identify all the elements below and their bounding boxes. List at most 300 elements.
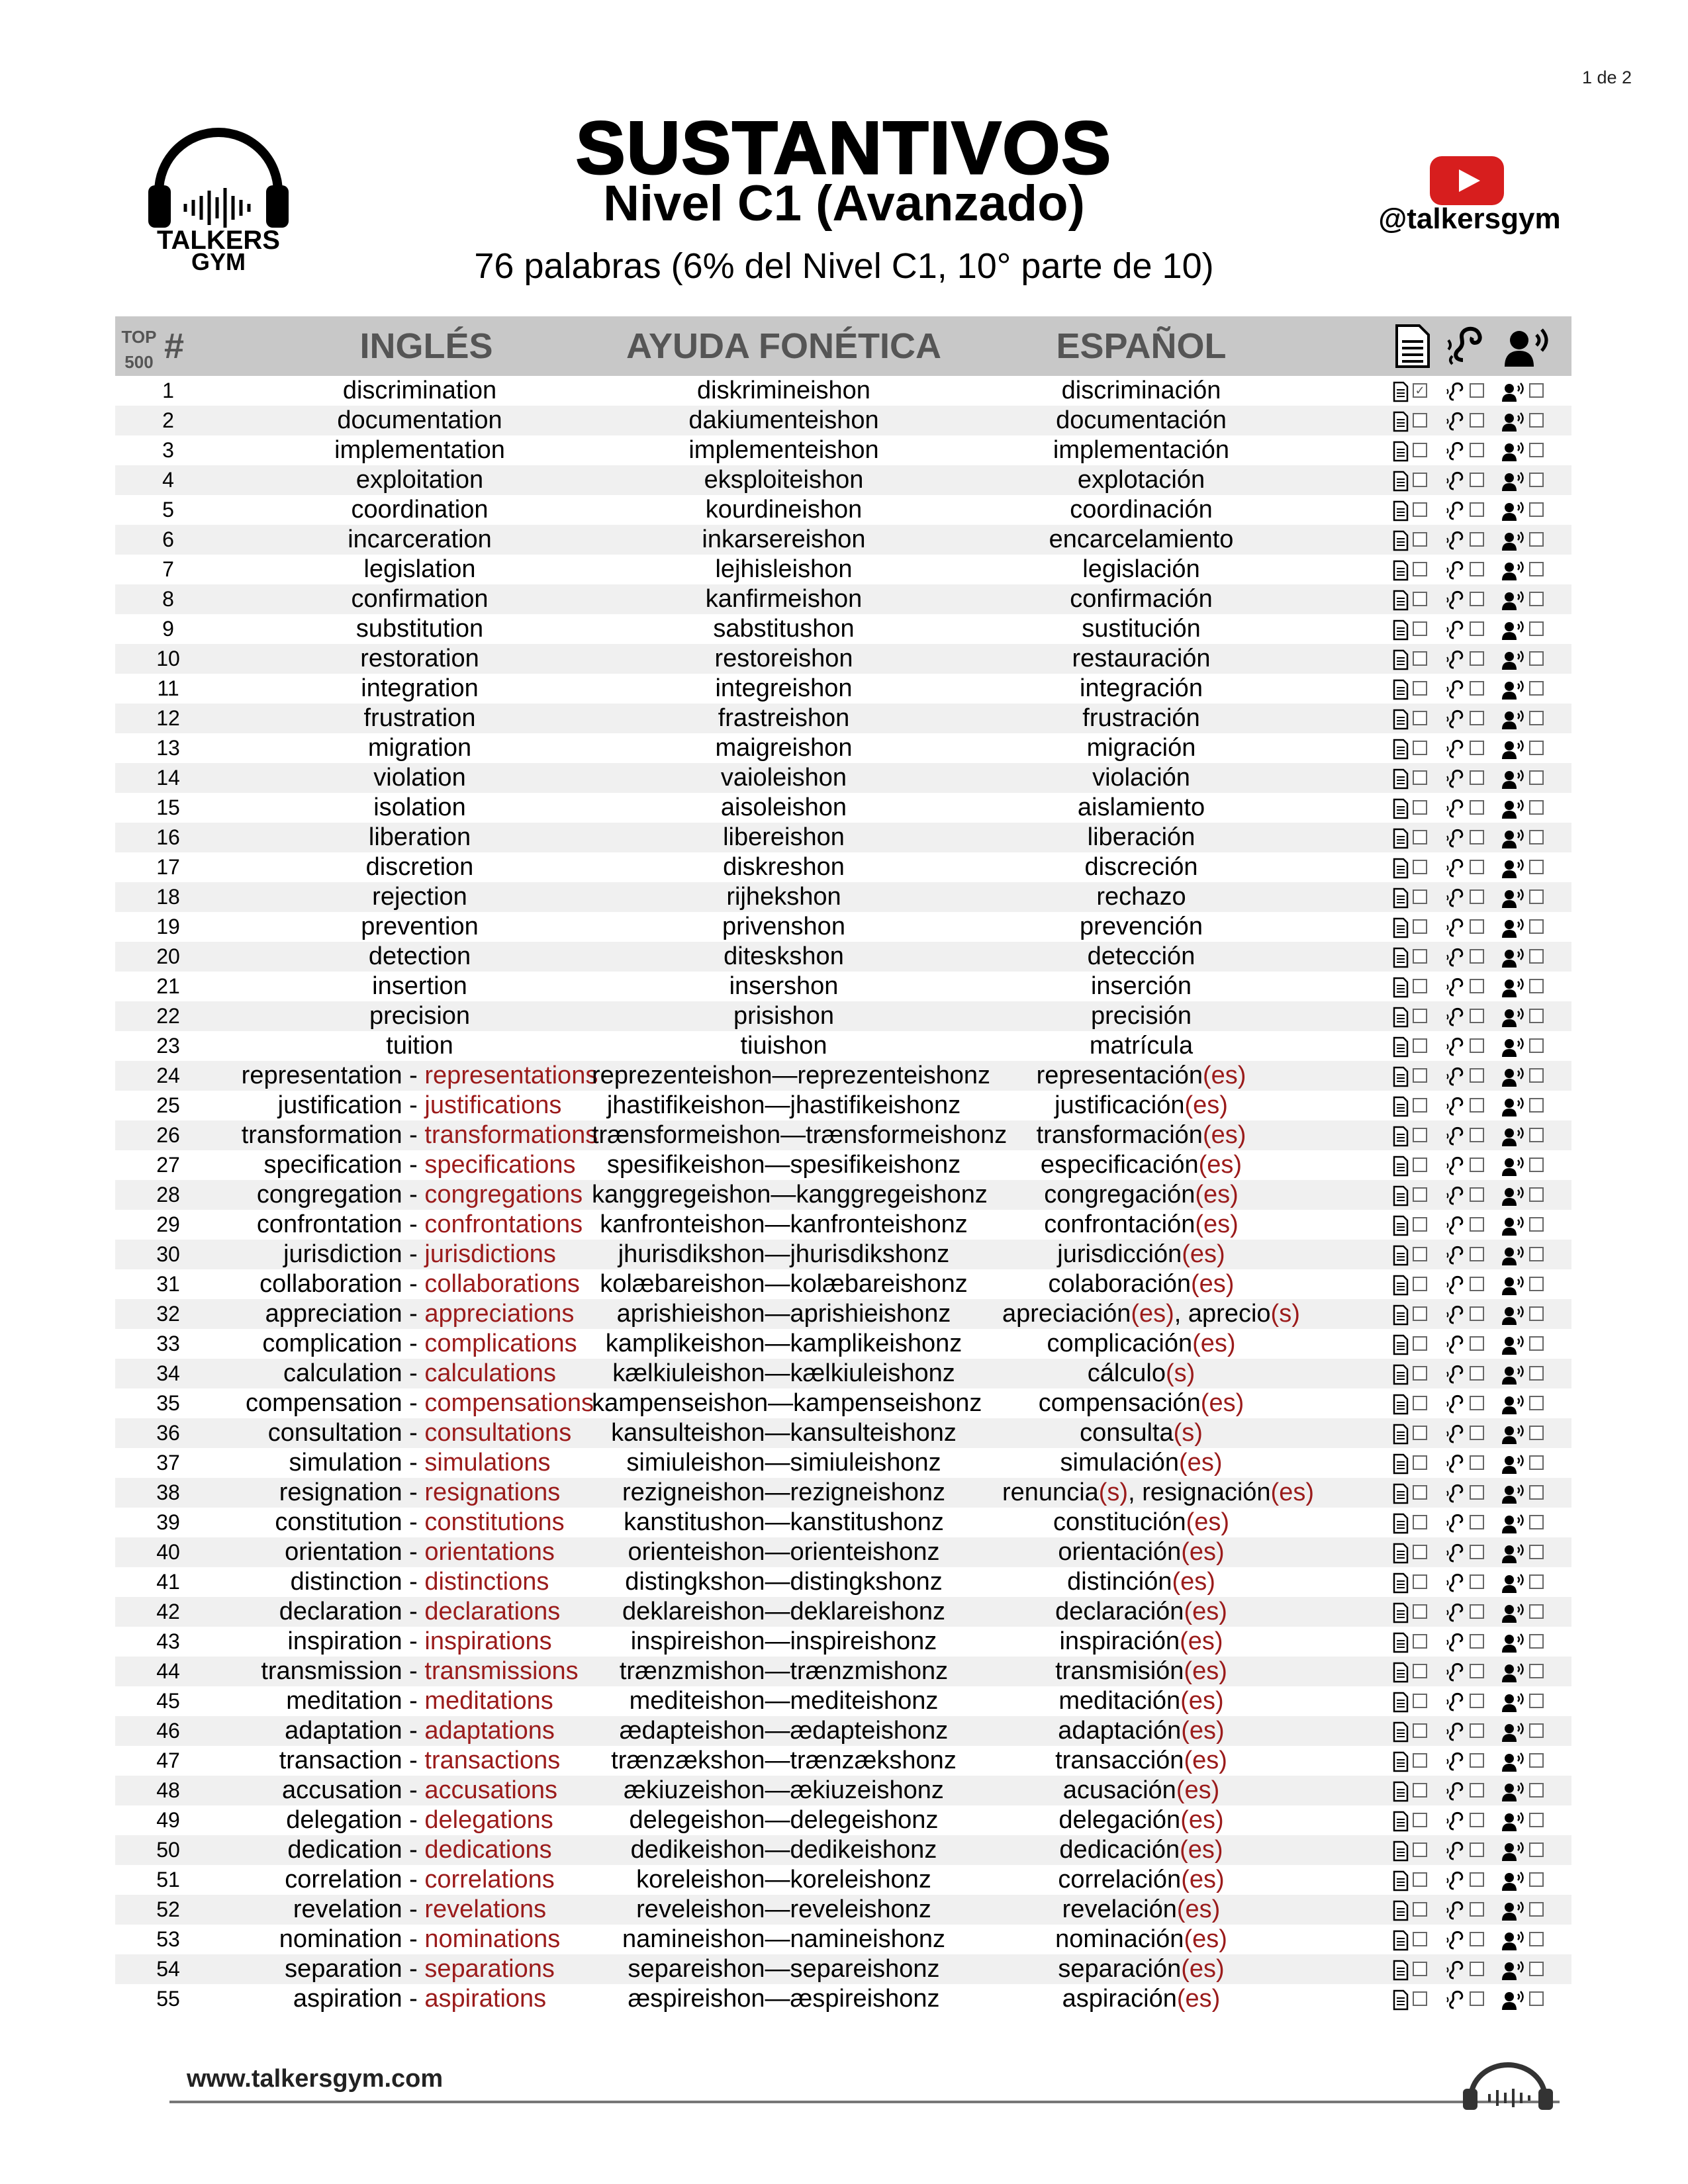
- listening-icon: [1446, 323, 1492, 369]
- english-plural: nominations: [424, 1925, 561, 1953]
- speak-checkbox[interactable]: [1529, 1843, 1544, 1857]
- phonetic-help: libereishon: [723, 823, 845, 851]
- spanish-word: [1002, 1031, 1280, 1061]
- read-checkbox[interactable]: [1413, 1545, 1427, 1559]
- speak-checkbox[interactable]: [1529, 1872, 1544, 1887]
- read-checkbox[interactable]: [1413, 1187, 1427, 1202]
- spanish-word: [1002, 882, 1280, 912]
- separator: -: [402, 1598, 425, 1625]
- spanish-word-text: encarcelamiento: [1049, 525, 1234, 553]
- english-word: [208, 1418, 632, 1448]
- read-checkbox[interactable]: [1413, 1277, 1427, 1291]
- row-number: 32: [156, 1302, 180, 1326]
- listen-checkbox[interactable]: [1470, 413, 1484, 428]
- read-checkbox[interactable]: [1413, 1038, 1427, 1053]
- english-word: [208, 1091, 632, 1120]
- listen-checkbox[interactable]: [1470, 1574, 1484, 1589]
- listen-checkbox[interactable]: [1470, 711, 1484, 725]
- table-row: [115, 1448, 1571, 1478]
- listen-checkbox[interactable]: [1470, 800, 1484, 815]
- listen-checkbox[interactable]: [1470, 889, 1484, 904]
- english-word: [208, 1001, 632, 1031]
- speak-checkbox[interactable]: [1529, 562, 1544, 576]
- spanish-word: [1002, 1180, 1280, 1210]
- speak-checkbox[interactable]: [1529, 1813, 1544, 1827]
- speak-checkbox[interactable]: [1529, 860, 1544, 874]
- english-word: [208, 1686, 632, 1716]
- listen-checkbox[interactable]: [1470, 1723, 1484, 1738]
- spanish-word: [1002, 495, 1280, 525]
- separator: -: [402, 1538, 425, 1566]
- speak-checkbox[interactable]: [1529, 889, 1544, 904]
- listen-checkbox[interactable]: [1470, 1009, 1484, 1023]
- listen-checkbox[interactable]: [1470, 830, 1484, 844]
- read-checkbox[interactable]: [1413, 1515, 1427, 1529]
- speak-checkbox[interactable]: [1529, 1038, 1544, 1053]
- speak-checkbox[interactable]: [1529, 621, 1544, 636]
- spanish-word: [1002, 1329, 1280, 1359]
- read-checkbox[interactable]: [1413, 979, 1427, 993]
- read-checkbox[interactable]: [1413, 562, 1427, 576]
- listen-checkbox[interactable]: [1470, 1366, 1484, 1381]
- listen-checkbox[interactable]: [1470, 1128, 1484, 1142]
- english-word: [208, 1150, 632, 1180]
- spanish-plural-suffix: (es): [1184, 1091, 1228, 1119]
- english-word: [208, 1746, 632, 1776]
- spanish-word-text: discriminación: [1061, 377, 1221, 404]
- spanish-plural-suffix: (es): [1192, 1330, 1236, 1357]
- spanish-word: [1002, 1299, 1300, 1329]
- speak-checkbox[interactable]: [1529, 1753, 1544, 1768]
- row-number: 22: [156, 1004, 180, 1028]
- listen-checkbox[interactable]: [1470, 1426, 1484, 1440]
- read-checkbox[interactable]: [1413, 532, 1427, 547]
- english-singular: orientation: [285, 1538, 402, 1566]
- speak-checkbox[interactable]: [1529, 770, 1544, 785]
- phonetic-help: sabstitushon: [713, 615, 855, 643]
- spanish-word-text: migración: [1086, 734, 1196, 762]
- spanish-word-text: violación: [1092, 764, 1190, 792]
- read-checkbox[interactable]: [1413, 1396, 1427, 1410]
- speak-checkbox[interactable]: [1529, 919, 1544, 934]
- listen-checkbox[interactable]: [1470, 502, 1484, 517]
- table-row: [115, 1388, 1571, 1418]
- read-checkbox[interactable]: [1413, 621, 1427, 636]
- read-checkbox[interactable]: [1413, 1813, 1427, 1827]
- table-row: [115, 882, 1571, 912]
- spanish-word: [1002, 1597, 1280, 1627]
- table-row: [115, 852, 1571, 882]
- spanish-word-text: confrontación: [1044, 1210, 1196, 1238]
- read-checkbox[interactable]: [1413, 770, 1427, 785]
- speak-checkbox[interactable]: [1529, 1128, 1544, 1142]
- listen-checkbox[interactable]: [1470, 1098, 1484, 1113]
- separator: -: [402, 1568, 425, 1596]
- listen-checkbox[interactable]: [1470, 1694, 1484, 1708]
- listen-checkbox[interactable]: [1470, 1604, 1484, 1619]
- speak-checkbox[interactable]: [1529, 473, 1544, 487]
- phonetic-help: ækiuzeishon—ækiuzeishonz: [624, 1776, 944, 1804]
- speak-checkbox[interactable]: [1529, 1694, 1544, 1708]
- listen-checkbox[interactable]: [1470, 532, 1484, 547]
- read-checkbox[interactable]: [1413, 830, 1427, 844]
- listen-checkbox[interactable]: [1470, 1932, 1484, 1946]
- phonetic-help: ædapteishon—ædapteishonz: [619, 1717, 949, 1745]
- speak-checkbox[interactable]: [1529, 443, 1544, 457]
- read-checkbox[interactable]: [1413, 1604, 1427, 1619]
- english-plural: congregations: [424, 1181, 583, 1208]
- listen-checkbox[interactable]: [1470, 1277, 1484, 1291]
- spanish-plural-suffix: (s): [1173, 1419, 1203, 1447]
- listen-checkbox[interactable]: [1470, 1843, 1484, 1857]
- english-word: [208, 674, 632, 704]
- spanish-plural-suffix: (es): [1172, 1568, 1215, 1596]
- spanish-word-text: cálculo: [1087, 1359, 1166, 1387]
- speak-checkbox[interactable]: [1529, 1009, 1544, 1023]
- read-checkbox[interactable]: [1413, 413, 1427, 428]
- listen-checkbox[interactable]: [1470, 621, 1484, 636]
- english-plural: specifications: [424, 1151, 576, 1179]
- read-checkbox[interactable]: [1413, 1128, 1427, 1142]
- read-checkbox[interactable]: [1413, 1217, 1427, 1232]
- phonetic-help: aisoleishon: [720, 794, 847, 821]
- read-checkbox[interactable]: [1413, 860, 1427, 874]
- read-checkbox[interactable]: [1413, 1932, 1427, 1946]
- table-row: [115, 1835, 1571, 1865]
- read-checkbox[interactable]: [1413, 1098, 1427, 1113]
- phonetic-help: reveleishon—reveleishonz: [636, 1895, 931, 1923]
- speak-checkbox[interactable]: [1529, 1187, 1544, 1202]
- english-singular: documentation: [337, 406, 502, 434]
- spanish-word: [1002, 1805, 1280, 1835]
- read-checkbox[interactable]: [1413, 1366, 1427, 1381]
- english-singular: insertion: [372, 972, 467, 1000]
- listen-checkbox[interactable]: [1470, 1872, 1484, 1887]
- spanish-word-text: revelación: [1062, 1895, 1177, 1923]
- speak-checkbox[interactable]: [1529, 949, 1544, 964]
- read-checkbox[interactable]: [1413, 741, 1427, 755]
- row-number: 25: [156, 1093, 180, 1117]
- speak-checkbox[interactable]: [1529, 532, 1544, 547]
- spanish-word: [1002, 584, 1280, 614]
- listen-checkbox[interactable]: [1470, 1962, 1484, 1976]
- read-checkbox[interactable]: [1413, 1962, 1427, 1976]
- read-checkbox[interactable]: [1413, 919, 1427, 934]
- spanish-word: [1002, 704, 1280, 733]
- speak-checkbox[interactable]: [1529, 383, 1544, 398]
- table-row: [115, 823, 1571, 852]
- spanish-word: [1002, 1120, 1280, 1150]
- row-number: 43: [156, 1629, 180, 1653]
- listen-checkbox[interactable]: [1470, 1813, 1484, 1827]
- listen-checkbox[interactable]: [1470, 1068, 1484, 1083]
- speak-checkbox[interactable]: [1529, 1217, 1544, 1232]
- listen-checkbox[interactable]: [1470, 1336, 1484, 1351]
- spanish-word-text: complicación: [1047, 1330, 1193, 1357]
- spanish-plural-suffix: (es): [1195, 1210, 1239, 1238]
- listen-checkbox[interactable]: [1470, 1545, 1484, 1559]
- spanish-word-text: legislación: [1082, 555, 1200, 583]
- listen-checkbox[interactable]: [1470, 651, 1484, 666]
- spanish-word-text: documentación: [1056, 406, 1227, 434]
- speak-checkbox[interactable]: [1529, 1396, 1544, 1410]
- read-checkbox[interactable]: [1413, 1247, 1427, 1261]
- phonetic-help: inkarsereishon: [702, 525, 866, 553]
- speak-checkbox[interactable]: [1529, 1783, 1544, 1797]
- listen-checkbox[interactable]: [1470, 1515, 1484, 1529]
- spanish-plural-suffix: (es): [1179, 1449, 1223, 1477]
- speak-checkbox[interactable]: [1529, 1932, 1544, 1946]
- phonetic-help: simiuleishon—simiuleishonz: [626, 1449, 941, 1477]
- speak-checkbox[interactable]: [1529, 1068, 1544, 1083]
- speak-checkbox[interactable]: [1529, 1991, 1544, 2006]
- speak-checkbox[interactable]: [1529, 800, 1544, 815]
- phonetic-help: distingkshon—distingkshonz: [625, 1568, 943, 1596]
- spanish-word: [1002, 912, 1280, 942]
- listen-checkbox[interactable]: [1470, 1187, 1484, 1202]
- listen-checkbox[interactable]: [1470, 1396, 1484, 1410]
- speak-checkbox[interactable]: [1529, 1664, 1544, 1678]
- row-number: 29: [156, 1212, 180, 1236]
- spanish-word-text: separación: [1058, 1955, 1182, 1983]
- speak-checkbox[interactable]: [1529, 1574, 1544, 1589]
- english-word: [208, 406, 632, 435]
- read-checkbox[interactable]: [1413, 1485, 1427, 1500]
- listen-checkbox[interactable]: [1470, 1038, 1484, 1053]
- read-checkbox[interactable]: [1413, 1336, 1427, 1351]
- read-checkbox[interactable]: [1413, 473, 1427, 487]
- english-word: [208, 1478, 632, 1508]
- social-handle[interactable]: @talkersgym: [1378, 203, 1561, 235]
- phonetic-help: kourdineishon: [705, 496, 863, 523]
- english-word: [208, 1805, 632, 1835]
- read-checkbox[interactable]: [1413, 1843, 1427, 1857]
- separator: -: [402, 1866, 425, 1893]
- spanish-plural-suffix: (es): [1186, 1508, 1230, 1536]
- spanish-word: [1002, 555, 1280, 584]
- listen-checkbox[interactable]: [1470, 1455, 1484, 1470]
- english-word: [208, 1508, 632, 1537]
- english-word: [208, 525, 632, 555]
- speak-checkbox[interactable]: [1529, 830, 1544, 844]
- read-checkbox[interactable]: [1413, 1872, 1427, 1887]
- speak-checkbox[interactable]: [1529, 1366, 1544, 1381]
- row-number: 50: [156, 1838, 180, 1862]
- listening-icon: [1446, 1988, 1466, 2018]
- spanish-plural-suffix: (es): [1195, 1181, 1239, 1208]
- read-checkbox[interactable]: [1413, 711, 1427, 725]
- row-number: 33: [156, 1332, 180, 1355]
- speak-checkbox[interactable]: [1529, 1098, 1544, 1113]
- listen-checkbox[interactable]: [1470, 1634, 1484, 1649]
- read-checkbox[interactable]: [1413, 889, 1427, 904]
- listen-checkbox[interactable]: [1470, 1247, 1484, 1261]
- listen-checkbox[interactable]: [1470, 1306, 1484, 1321]
- english-plural: confrontations: [424, 1210, 583, 1238]
- english-word: [208, 1031, 632, 1061]
- listen-checkbox[interactable]: [1470, 473, 1484, 487]
- read-checkbox[interactable]: [1413, 1068, 1427, 1083]
- speak-checkbox[interactable]: [1529, 681, 1544, 696]
- speak-checkbox[interactable]: [1529, 1545, 1544, 1559]
- spanish-word-text: detección: [1087, 942, 1196, 970]
- speak-checkbox[interactable]: [1529, 1455, 1544, 1470]
- speak-checkbox[interactable]: [1529, 1515, 1544, 1529]
- phonetic-help: trænzækshon—trænzækshonz: [611, 1747, 957, 1774]
- speak-checkbox[interactable]: [1529, 1634, 1544, 1649]
- row-number: 39: [156, 1510, 180, 1534]
- read-checkbox[interactable]: [1413, 949, 1427, 964]
- english-singular: declaration: [279, 1598, 402, 1625]
- speak-checkbox[interactable]: [1529, 979, 1544, 993]
- row-number: 36: [156, 1421, 180, 1445]
- phonetic-help: separeishon—separeishonz: [628, 1955, 940, 1983]
- read-checkbox[interactable]: [1413, 1306, 1427, 1321]
- english-singular: tuition: [386, 1032, 453, 1060]
- english-word: [208, 1537, 632, 1567]
- read-checkbox[interactable]: ✓: [1413, 383, 1427, 398]
- spanish-word-text: renuncia: [1002, 1479, 1099, 1506]
- phonetic-help: jhastifikeishon—jhastifikeishonz: [606, 1091, 961, 1119]
- read-checkbox[interactable]: [1413, 502, 1427, 517]
- spanish-word-text: jurisdicción: [1057, 1240, 1182, 1268]
- listen-checkbox[interactable]: [1470, 681, 1484, 696]
- spanish-word-text: colaboración: [1048, 1270, 1192, 1298]
- table-row: [115, 1329, 1571, 1359]
- speak-checkbox[interactable]: [1529, 1247, 1544, 1261]
- english-word: [208, 1776, 632, 1805]
- listen-checkbox[interactable]: [1470, 1753, 1484, 1768]
- english-word: [208, 1240, 632, 1269]
- row-number: 31: [156, 1272, 180, 1296]
- listen-checkbox[interactable]: [1470, 1783, 1484, 1797]
- read-checkbox[interactable]: [1413, 1574, 1427, 1589]
- spanish-word-text: acusación: [1062, 1776, 1176, 1804]
- spanish-word: [1002, 1567, 1280, 1597]
- table-row: [115, 1210, 1571, 1240]
- english-word: [208, 1984, 632, 2014]
- speak-checkbox[interactable]: [1529, 502, 1544, 517]
- read-checkbox[interactable]: [1413, 1455, 1427, 1470]
- read-checkbox[interactable]: [1413, 800, 1427, 815]
- listen-checkbox[interactable]: [1470, 592, 1484, 606]
- table-row: [115, 1299, 1571, 1329]
- speak-checkbox[interactable]: [1529, 1962, 1544, 1976]
- english-word: [208, 614, 632, 644]
- spanish-plural-suffix: (es): [1180, 1836, 1223, 1864]
- listen-checkbox[interactable]: [1470, 1485, 1484, 1500]
- read-checkbox[interactable]: [1413, 1753, 1427, 1768]
- read-checkbox[interactable]: [1413, 1694, 1427, 1708]
- english-plural: correlations: [424, 1866, 555, 1893]
- read-checkbox[interactable]: [1413, 443, 1427, 457]
- spanish-word: [1002, 793, 1280, 823]
- listen-checkbox[interactable]: [1470, 1158, 1484, 1172]
- speak-checkbox[interactable]: [1529, 1723, 1544, 1738]
- row-number: 19: [156, 915, 180, 938]
- speak-checkbox[interactable]: [1529, 1485, 1544, 1500]
- separator: -: [402, 1747, 425, 1774]
- listen-checkbox[interactable]: [1470, 979, 1484, 993]
- youtube-icon[interactable]: [1430, 156, 1504, 205]
- spanish-alt-plural-suffix: (s): [1270, 1300, 1300, 1328]
- speak-checkbox[interactable]: [1529, 413, 1544, 428]
- listen-checkbox[interactable]: [1470, 1664, 1484, 1678]
- listen-checkbox[interactable]: [1470, 1217, 1484, 1232]
- spanish-plural-suffix: (es): [1181, 1955, 1225, 1983]
- read-checkbox[interactable]: [1413, 1009, 1427, 1023]
- read-checkbox[interactable]: [1413, 681, 1427, 696]
- read-checkbox[interactable]: [1413, 1158, 1427, 1172]
- separator: -: [402, 1895, 425, 1923]
- read-checkbox[interactable]: [1413, 1426, 1427, 1440]
- english-plural: complications: [424, 1330, 577, 1357]
- spanish-word-text: integración: [1080, 674, 1203, 702]
- listen-checkbox[interactable]: [1470, 741, 1484, 755]
- listen-checkbox[interactable]: [1470, 1991, 1484, 2006]
- speak-checkbox[interactable]: [1529, 711, 1544, 725]
- listen-checkbox[interactable]: [1470, 1902, 1484, 1917]
- english-plural: appreciations: [424, 1300, 575, 1328]
- spanish-plural-suffix: (es): [1181, 1717, 1225, 1745]
- read-checkbox[interactable]: [1413, 1902, 1427, 1917]
- speak-checkbox[interactable]: [1529, 651, 1544, 666]
- row-number: 3: [162, 438, 174, 462]
- row-number: 4: [162, 468, 174, 492]
- speak-checkbox[interactable]: [1529, 1426, 1544, 1440]
- speak-checkbox[interactable]: [1529, 1306, 1544, 1321]
- table-row: [115, 704, 1571, 733]
- english-singular: distinction: [290, 1568, 402, 1596]
- speak-checkbox[interactable]: [1529, 741, 1544, 755]
- listen-checkbox[interactable]: [1470, 949, 1484, 964]
- row-number: 54: [156, 1957, 180, 1981]
- speak-checkbox[interactable]: [1529, 1604, 1544, 1619]
- row-number: 44: [156, 1659, 180, 1683]
- listen-checkbox[interactable]: [1470, 770, 1484, 785]
- spanish-word: [1002, 972, 1280, 1001]
- table-row: [115, 1269, 1571, 1299]
- read-checkbox[interactable]: [1413, 1634, 1427, 1649]
- speak-checkbox[interactable]: [1529, 1902, 1544, 1917]
- website-link[interactable]: www.talkersgym.com: [187, 2065, 444, 2093]
- phonetic-help: insershon: [729, 972, 839, 1000]
- read-checkbox[interactable]: [1413, 1991, 1427, 2006]
- read-checkbox[interactable]: [1413, 651, 1427, 666]
- spanish-word-text: correlación: [1058, 1866, 1182, 1893]
- listen-checkbox[interactable]: [1470, 919, 1484, 934]
- listen-checkbox[interactable]: [1470, 443, 1484, 457]
- read-checkbox[interactable]: [1413, 592, 1427, 606]
- read-checkbox[interactable]: [1413, 1723, 1427, 1738]
- listen-checkbox[interactable]: [1470, 562, 1484, 576]
- speak-checkbox[interactable]: [1529, 592, 1544, 606]
- row-number: 5: [162, 498, 174, 522]
- read-checkbox[interactable]: [1413, 1664, 1427, 1678]
- listen-checkbox[interactable]: [1470, 383, 1484, 398]
- spanish-word-text: apreciación: [1002, 1300, 1131, 1328]
- spanish-word-text: explotación: [1077, 466, 1205, 494]
- read-checkbox[interactable]: [1413, 1783, 1427, 1797]
- spanish-word-text: transmisión: [1055, 1657, 1184, 1685]
- speak-checkbox[interactable]: [1529, 1336, 1544, 1351]
- phonetic-help: mediteishon—mediteishonz: [629, 1687, 939, 1715]
- spanish-word-text: representación: [1036, 1062, 1203, 1089]
- speak-checkbox[interactable]: [1529, 1277, 1544, 1291]
- speak-checkbox[interactable]: [1529, 1158, 1544, 1172]
- table-row: [115, 763, 1571, 793]
- listen-checkbox[interactable]: [1470, 860, 1484, 874]
